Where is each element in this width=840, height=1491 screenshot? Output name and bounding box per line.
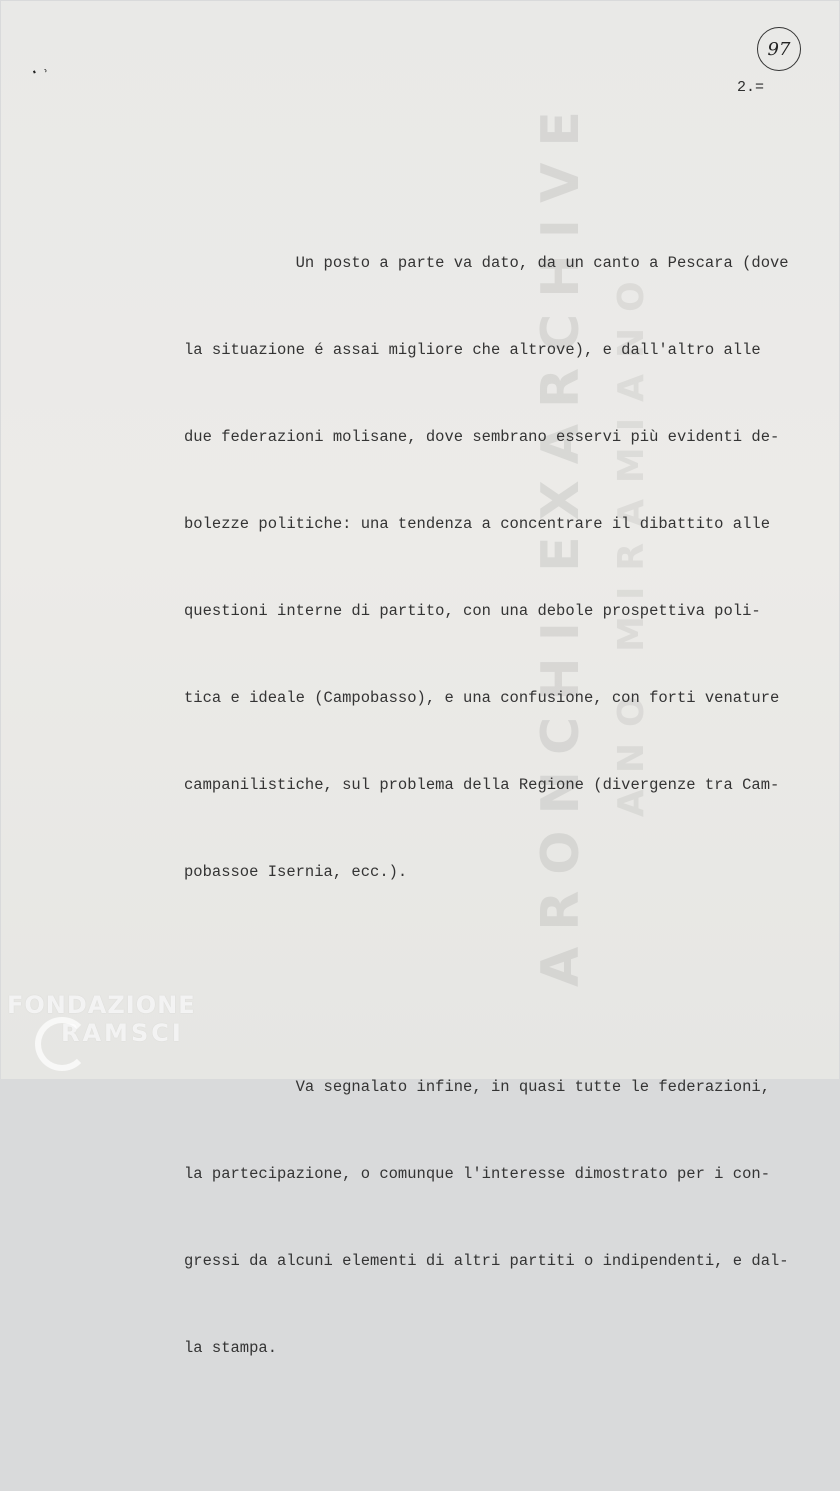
text-line: la situazione é assai migliore che altrove), e dall'altro alle	[184, 341, 761, 359]
page-number: 2.=	[737, 79, 765, 96]
logo-line-2: RAMSCI	[61, 1019, 184, 1047]
text-line: bolezze politiche: una tendenza a concentrare il dibattito alle	[184, 515, 770, 533]
logo-line-1: FONDAZIONE	[7, 991, 196, 1019]
text-line: questioni interne di partito, con una debole prospettiva poli-	[184, 602, 761, 620]
text-line: Va segnalato infine, in quasi tutte le federazioni,	[184, 1078, 770, 1096]
text-line: due federazioni molisane, dove sembrano esservi più evidenti de-	[184, 428, 780, 446]
fondazione-gramsci-logo	[7, 991, 196, 1047]
watermark-text-1: ARONCHI EXARCHIVE	[531, 95, 591, 987]
archive-number: 97	[767, 38, 791, 60]
document-page	[1, 1, 839, 1357]
watermark-text-2: ANO MIRAMIANO	[611, 265, 652, 817]
archive-number-stamp	[757, 27, 801, 71]
text-line: tica e ideale (Campobasso), e una confusione, con forti venature	[184, 689, 780, 707]
typed-body	[184, 133, 824, 1491]
ink-mark: ·˒	[26, 57, 54, 85]
text-line: la partecipazione, o comunque l'interesse dimostrato per i con-	[184, 1165, 770, 1183]
text-line: la stampa.	[184, 1339, 278, 1357]
paragraph-2	[184, 1015, 824, 1421]
g-letter-icon	[35, 1017, 89, 1071]
text-line: campanilistiche, sul problema della Regione (divergenze tra Cam-	[184, 776, 780, 794]
text-line: Un posto a parte va dato, da un canto a Pescara (dove	[184, 254, 789, 272]
paragraph-1	[184, 191, 824, 945]
text-line: pobassoe Isernia, ecc.).	[184, 863, 408, 881]
text-line: gressi da alcuni elementi di altri partiti o indipendenti, e dal-	[184, 1252, 789, 1270]
